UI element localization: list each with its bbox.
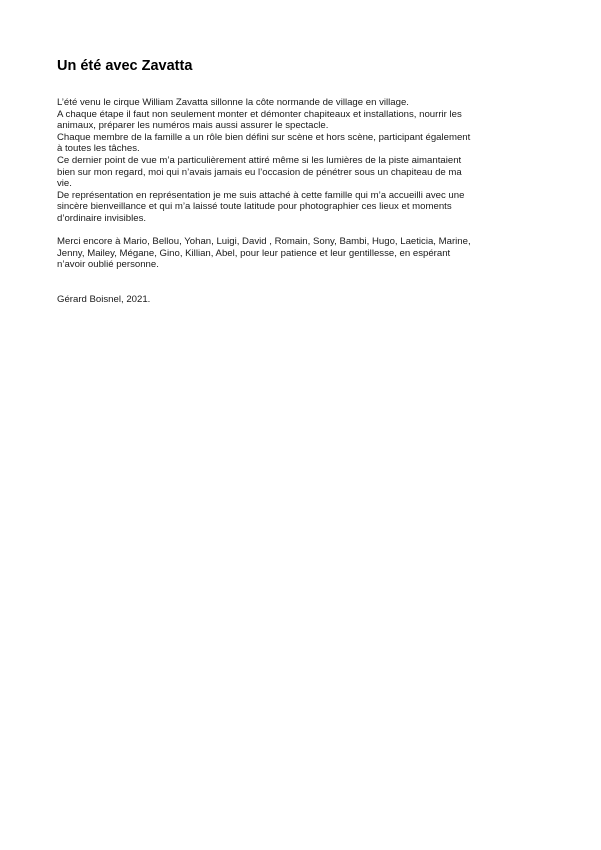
text-line: à toutes les tâches.: [57, 143, 140, 155]
paragraph-spacer: [57, 271, 543, 294]
text-line: Jenny, Mailey, Mégane, Gino, Killian, Abel, pour leur patience et leur gentillesse, en espérant: [57, 247, 451, 259]
signature: [57, 294, 543, 306]
text-line: sincère bienveillance et qui m’a laissé toute latitude pour photographier ces lieux et moments: [57, 201, 452, 213]
document-body: [57, 97, 543, 306]
signature-text: Gérard Boisnel, 2021.: [57, 294, 151, 306]
text-line: Chaque membre de la famille a un rôle bien défini sur scène et hors scène, participant également: [57, 131, 471, 143]
text-line: bien sur mon regard, moi qui n’avais jamais eu l’occasion de pénétrer sous un chapiteau de ma: [57, 166, 462, 178]
text-line: De représentation en représentation je me suis attaché à cette famille qui m’a accueilli avec une: [57, 189, 465, 201]
text-line: vie.: [57, 178, 72, 190]
paragraph-intro: [57, 97, 543, 225]
text-line: animaux, préparer les numéros mais aussi assurer le spectacle.: [57, 120, 329, 132]
paragraph-thanks: [57, 236, 543, 271]
text-line: A chaque étape il faut non seulement monter et démonter chapiteaux et installations, nourrir les: [57, 108, 462, 120]
text-line: Merci encore à Mario, Bellou, Yohan, Luigi, David , Romain, Sony, Bambi, Hugo, Laeticia, Marine,: [57, 236, 471, 248]
text-line: L’été venu le cirque William Zavatta sillonne la côte normande de village en village.: [57, 97, 409, 108]
text-line: d’ordinaire invisibles.: [57, 212, 147, 224]
text-line: Ce dernier point de vue m’a particulièrement attiré même si les lumières de la piste aimantaient: [57, 154, 462, 166]
document-title: Un été avec Zavatta: [57, 58, 193, 74]
text-line: n’avoir oublié personne.: [57, 259, 159, 271]
paragraph-spacer: [57, 225, 543, 237]
